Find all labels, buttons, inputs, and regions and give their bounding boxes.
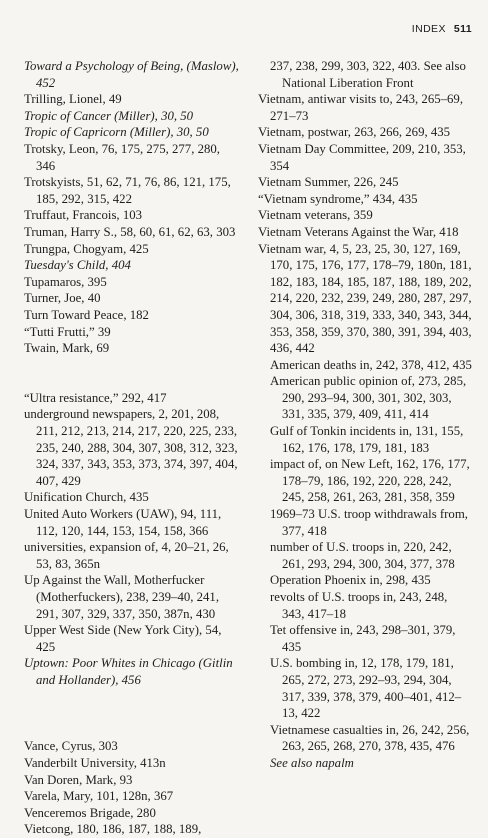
section-label: INDEX: [411, 23, 446, 35]
index-entry: Turn Toward Peace, 182: [24, 307, 149, 322]
index-entry: Vietnam Veterans Against the War, 418: [258, 224, 459, 239]
index-column-left: [24, 58, 239, 838]
index-entry: Vance, Cyrus, 303: [24, 739, 118, 754]
running-header: [412, 23, 472, 35]
index-entry: Twain, Mark, 69: [24, 341, 110, 356]
index-entry: “Tutti Frutti,” 39: [24, 324, 111, 339]
index-subentry: Gulf of Tonkin incidents in, 131, 155, 162, 176, 178, 179, 181, 183: [270, 424, 464, 455]
index-subentry: number of U.S. troops in, 220, 242, 261, 293, 294, 300, 304, 377, 378: [270, 540, 455, 571]
index-entry: “Ultra resistance,” 292, 417: [24, 390, 167, 405]
index-subentry: revolts of U.S. troops in, 243, 248, 343, 417–18: [270, 590, 448, 621]
index-entry: Vanderbilt University, 413n: [24, 755, 166, 770]
section-gap: [24, 357, 239, 374]
section-gap: [24, 689, 239, 706]
index-entry: Uptown: Poor Whites in Chicago (Gitlin and Hollander), 456: [24, 656, 233, 687]
index-subentry: 237, 238, 299, 303, 322, 403. See also National Liberation Front: [270, 59, 466, 90]
page-number: 511: [453, 23, 472, 35]
index-subentry: U.S. bombing in, 12, 178, 179, 181, 265, 272, 273, 292–93, 294, 304, 317, 339, 378, 379, 400–401, 412–13, 422: [270, 656, 462, 721]
index-entry: Upper West Side (New York City), 54, 425: [24, 623, 222, 654]
section-gap: [24, 722, 239, 739]
index-subentry: Tet offensive in, 243, 298–301, 379, 435: [270, 623, 456, 654]
index-entry: Trilling, Lionel, 49: [24, 92, 122, 107]
index-entry: Truman, Harry S., 58, 60, 61, 62, 63, 303: [24, 224, 236, 239]
index-entry: underground newspapers, 2, 201, 208, 211, 212, 213, 214, 217, 220, 225, 233, 235, 240, 288, 304, 307, 308, 312, 323, 324, 337, 343, 353, 373, 374, 397, 404, 407, 429: [24, 407, 238, 488]
index-entry: Van Doren, Mark, 93: [24, 772, 133, 787]
index-subentry: American deaths in, 242, 378, 412, 435: [270, 357, 472, 372]
index-entry: United Auto Workers (UAW), 94, 111, 112, 120, 144, 153, 154, 158, 366: [24, 507, 222, 538]
index-entry: universities, expansion of, 4, 20–21, 26, 53, 83, 365n: [24, 540, 229, 571]
index-entry: Trotsky, Leon, 76, 175, 275, 277, 280, 346: [24, 141, 220, 173]
index-entry: Vietnam, postwar, 263, 266, 269, 435: [258, 125, 451, 140]
index-subentry: See also napalm: [270, 755, 354, 770]
index-subentry: Operation Phoenix in, 298, 435: [270, 573, 431, 588]
index-entry: Varela, Mary, 101, 128n, 367: [24, 789, 174, 804]
index-entry: Tropic of Cancer (Miller), 30, 50: [24, 108, 194, 123]
index-entry: Vietnam veterans, 359: [258, 208, 373, 223]
index-entry: Unification Church, 435: [24, 490, 149, 505]
index-entry: Truffaut, Francois, 103: [24, 208, 143, 223]
index-entry: Venceremos Brigade, 280: [24, 805, 156, 820]
index-entry: Trotskyists, 51, 62, 71, 76, 86, 121, 175, 185, 292, 315, 422: [24, 175, 231, 206]
section-gap: [24, 705, 239, 722]
index-subentry: Vietnamese casualties in, 26, 242, 256, 263, 265, 268, 270, 378, 435, 476: [270, 722, 470, 754]
index-entry: Turner, Joe, 40: [24, 291, 101, 306]
index-entry: Up Against the Wall, Motherfucker (Motherfuckers), 238, 239–40, 241, 291, 307, 329, 337, 350, 387n, 430: [24, 573, 220, 621]
index-entry: “Vietnam syndrome,” 434, 435: [258, 191, 418, 206]
index-entry: Tupamaros, 395: [24, 274, 107, 289]
index-entry: Tuesday's Child, 404: [24, 258, 131, 273]
index-subentry: 1969–73 U.S. troop withdrawals from, 377, 418: [270, 507, 468, 538]
index-subentry: American public opinion of, 273, 285, 290, 293–94, 300, 301, 302, 303, 331, 335, 379, 409, 411, 414: [270, 374, 467, 422]
index-entry: Trungpa, Chogyam, 425: [24, 241, 149, 256]
index-column-right: [258, 58, 472, 772]
index-entry: Toward a Psychology of Being, (Maslow), 452: [24, 59, 239, 90]
index-subentry: impact of, on New Left, 162, 176, 177, 178–79, 186, 192, 220, 228, 242, 245, 258, 261, 263, 281, 358, 359: [270, 457, 470, 505]
index-entry: Vietnam Summer, 226, 245: [258, 175, 399, 190]
index-entry: Vietnam war, 4, 5, 23, 25, 30, 127, 169, 170, 175, 176, 177, 178–79, 180n, 181, 182, 183, 184, 185, 187, 188, 189, 202, 214, 220, 232, 239, 249, 280, 287, 297, 304, 306, 318, 319, 333, 340, 343, 344, 353, 358, 359, 370, 380, 391, 394, 403, 436, 442: [258, 241, 472, 356]
index-entry: Tropic of Capricorn (Miller), 30, 50: [24, 125, 209, 140]
index-entry: Vietnam Day Committee, 209, 210, 353, 354: [258, 141, 466, 173]
index-entry: Vietcong, 180, 186, 187, 188, 189,: [24, 822, 202, 837]
index-entry: Vietnam, antiwar visits to, 243, 265–69, 271–73: [258, 92, 464, 123]
section-gap: [24, 373, 239, 390]
